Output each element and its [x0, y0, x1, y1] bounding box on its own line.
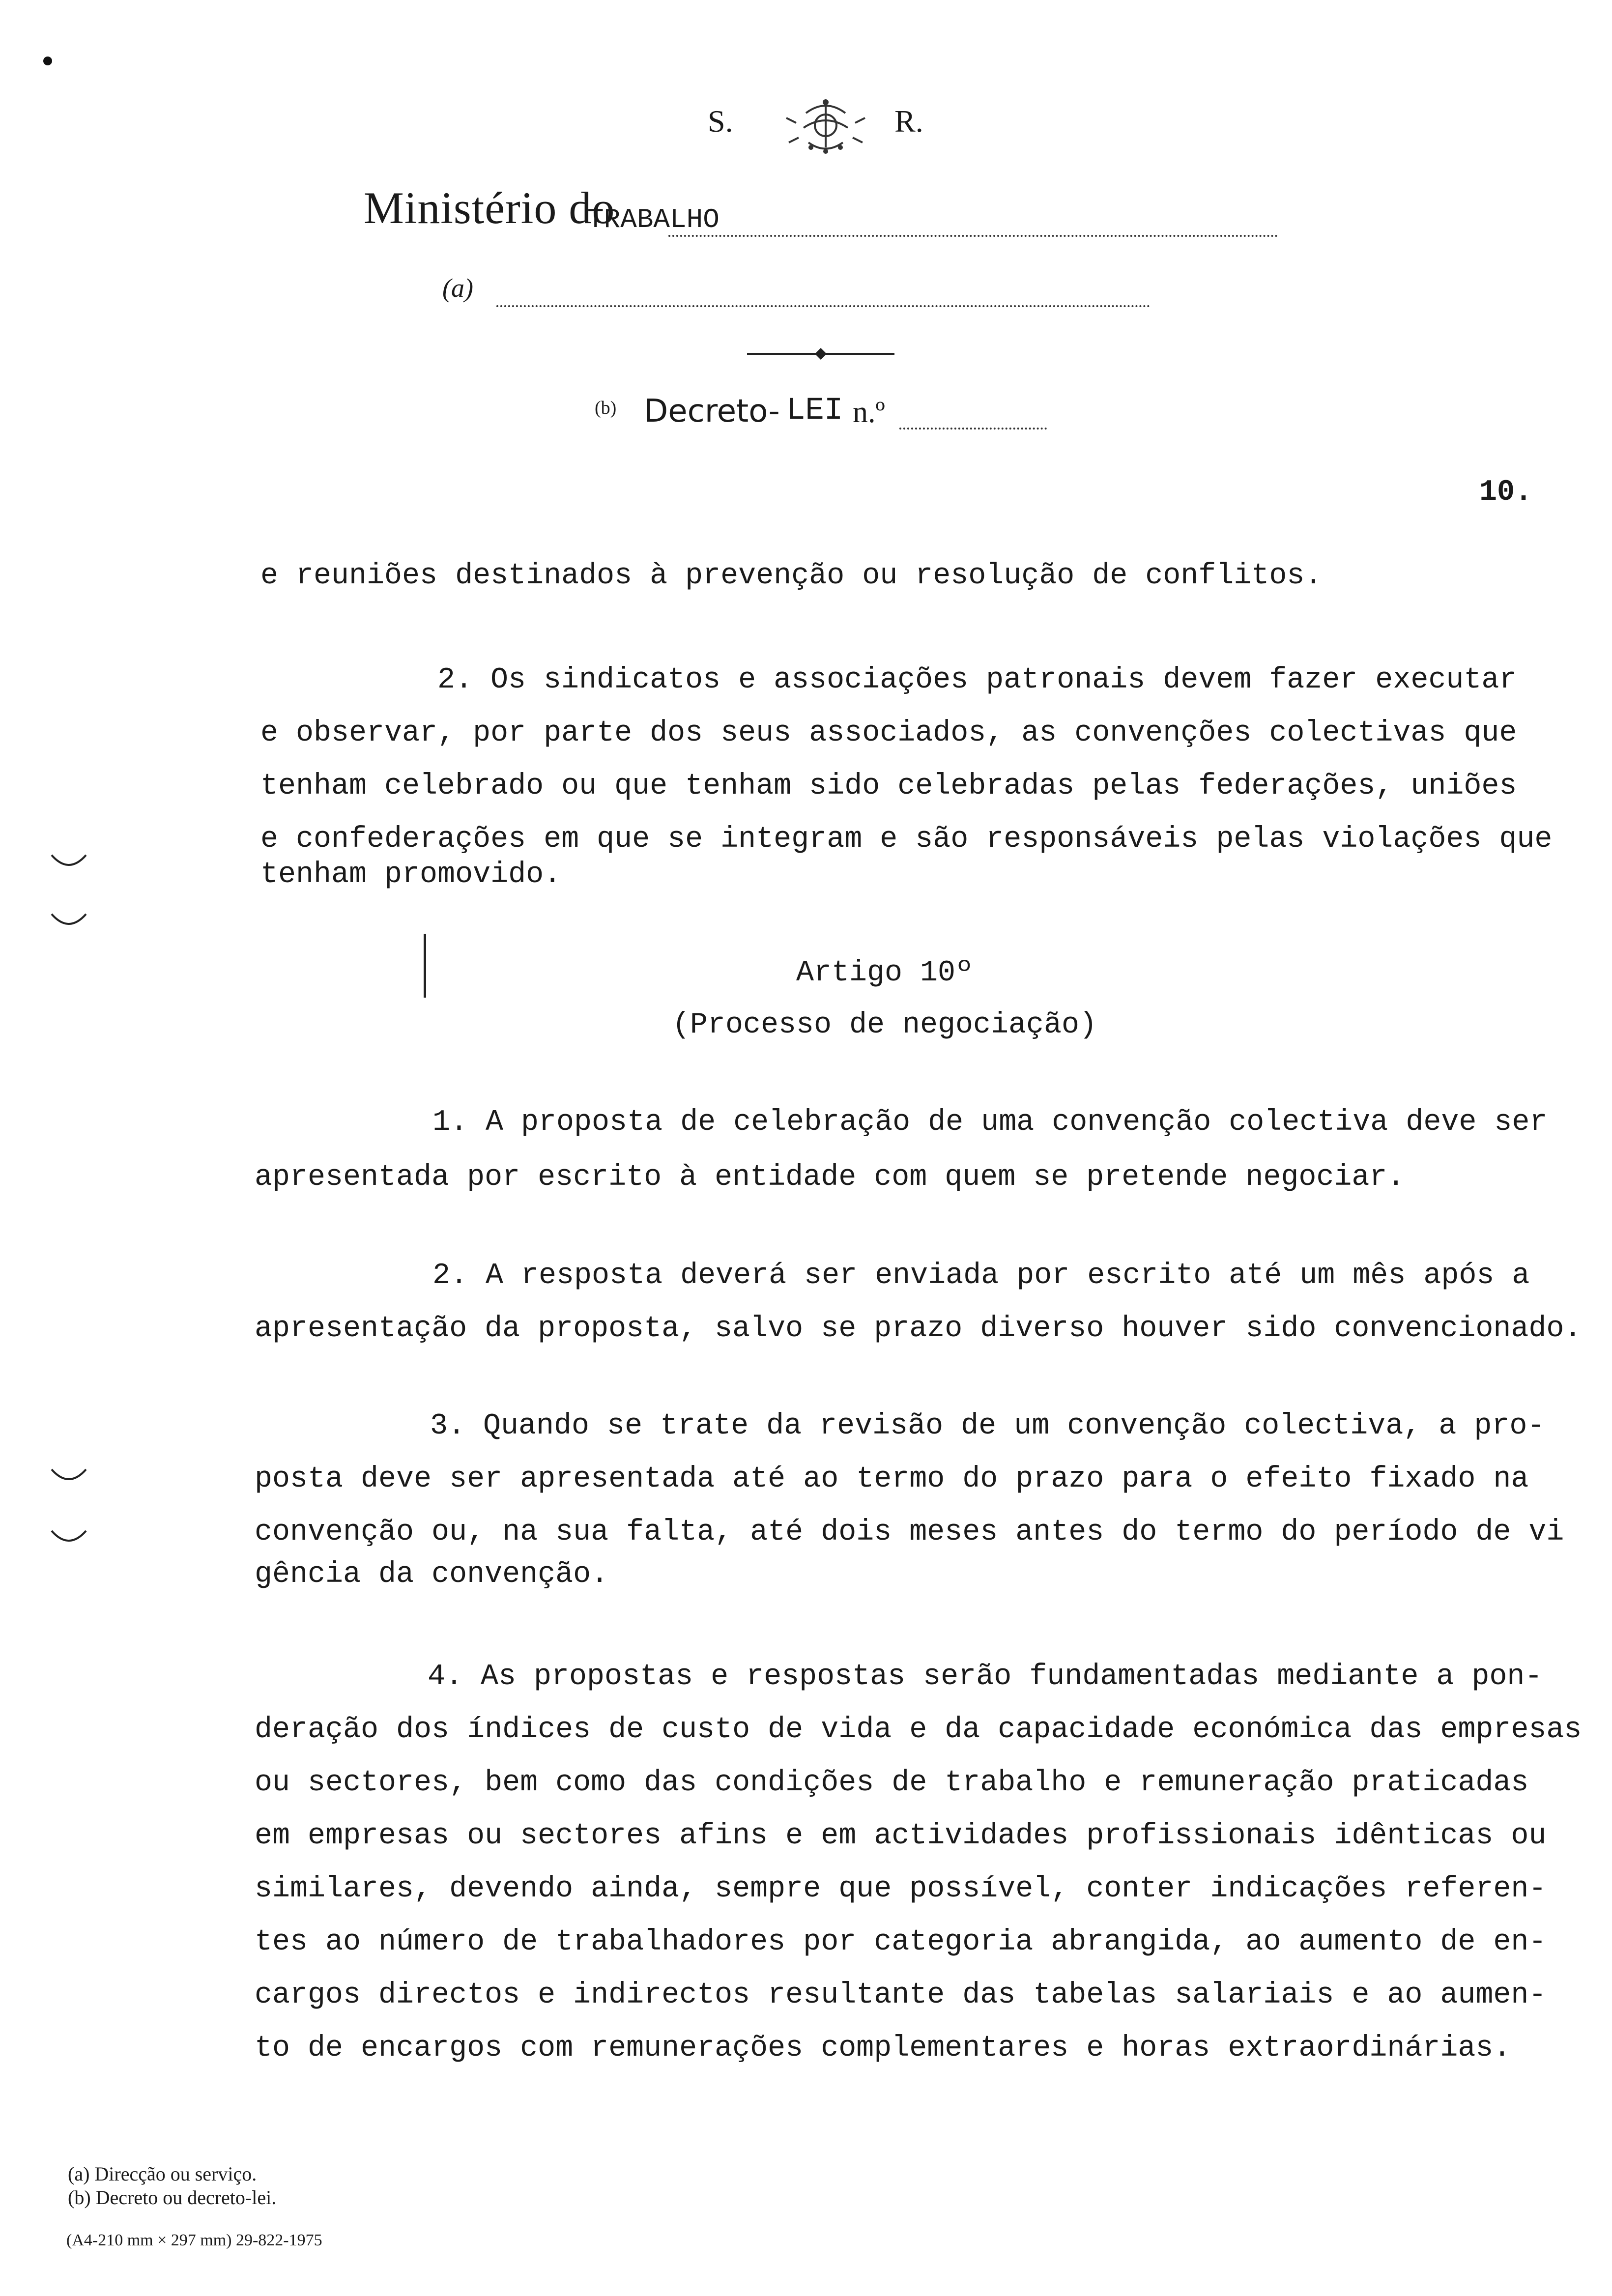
decree-number-dotted-line: [899, 428, 1047, 430]
divider-ornament: [747, 344, 894, 364]
ministry-dotted-line: [668, 235, 1278, 237]
text-line: similares, devendo ainda, sempre que possível, conter indicações referen-: [255, 1872, 1547, 1906]
ministry-label: Ministério do: [364, 183, 615, 233]
text-line: 4. As propostas e respostas serão fundamentadas mediante a pon-: [428, 1660, 1543, 1693]
text-line: tes ao número de trabalhadores por categoria abrangida, ao aumento de en-: [255, 1925, 1547, 1959]
scan-dot: [43, 57, 52, 65]
decree-label: Decreto-: [644, 393, 780, 430]
coat-of-arms-icon: [777, 93, 875, 157]
text-line: 2. Os sindicatos e associações patronais devem fazer executar: [437, 663, 1517, 697]
text-line: tenham celebrado ou que tenham sido celebradas pelas federações, uniões: [260, 770, 1517, 803]
text-line: apresentada por escrito à entidade com quem se pretende negociar.: [255, 1161, 1405, 1194]
article-subtitle: (Processo de negociação): [672, 1008, 1097, 1042]
print-info: (A4-210 mm × 297 mm) 29-822-1975: [66, 2231, 322, 2249]
decree-line: [595, 388, 1057, 442]
margin-punch-mark: [49, 907, 88, 936]
letterhead-right-letter: R.: [894, 104, 923, 139]
text-line: convenção ou, na sua falta, até dois meses antes do termo do período de vi: [255, 1516, 1564, 1549]
ministry-name: TRABALHO: [587, 204, 720, 235]
page-number: 10.: [1479, 476, 1533, 509]
text-line: deração dos índices de custo de vida e da capacidade económica das empresas: [255, 1713, 1582, 1747]
letterhead-seal-line: [708, 93, 963, 152]
margin-punch-mark: [49, 1462, 88, 1492]
text-line: 1. A proposta de celebração de uma convenção colectiva deve ser: [432, 1106, 1548, 1139]
text-line: 2. A resposta deverá ser enviada por escrito até um mês após a: [432, 1259, 1530, 1292]
text-line: gência da convenção.: [255, 1558, 609, 1591]
text-line: em empresas ou sectores afins e em actividades profissionais idênticas ou: [255, 1819, 1547, 1853]
text-line: ou sectores, bem como das condições de trabalho e remuneração praticadas: [255, 1766, 1529, 1800]
decree-number-label: n.º: [853, 396, 885, 429]
letterhead-left-letter: S.: [708, 104, 733, 139]
department-field-label: (a): [442, 273, 473, 303]
text-line: cargos directos e indirectos resultante das tabelas salariais e ao aumen-: [255, 1979, 1547, 2012]
footnote-a: (a) Direcção ou serviço.: [68, 2163, 257, 2185]
text-line: tenham promovido.: [260, 858, 562, 891]
text-line: 3. Quando se trate da revisão de um convenção colectiva, a pro-: [430, 1409, 1545, 1443]
text-line: posta deve ser apresentada até ao termo do prazo para o efeito fixado na: [255, 1463, 1529, 1496]
margin-punch-mark: [49, 848, 88, 877]
department-dotted-line: [496, 305, 1150, 307]
decree-footnote-marker: (b): [595, 398, 617, 418]
text-line: to de encargos com remunerações complementares e horas extraordinárias.: [255, 2032, 1511, 2065]
footnote-b: (b) Decreto ou decreto-lei.: [68, 2186, 277, 2209]
text-line: e observar, por parte dos seus associados, as convenções colectivas que: [260, 717, 1517, 750]
decree-type: LEI: [786, 393, 843, 429]
margin-punch-mark: [49, 1523, 88, 1553]
margin-vertical-mark: [424, 934, 426, 998]
text-line: apresentação da proposta, salvo se prazo diverso houver sido convencionado.: [255, 1312, 1582, 1346]
department-field: [442, 273, 1209, 312]
ministry-line: [364, 177, 1288, 241]
text-line: e confederações em que se integram e são responsáveis pelas violações que: [260, 823, 1553, 856]
article-title: Artigo 10º: [796, 956, 974, 990]
continuation-line: e reuniões destinados à prevenção ou resolução de conflitos.: [260, 559, 1323, 593]
